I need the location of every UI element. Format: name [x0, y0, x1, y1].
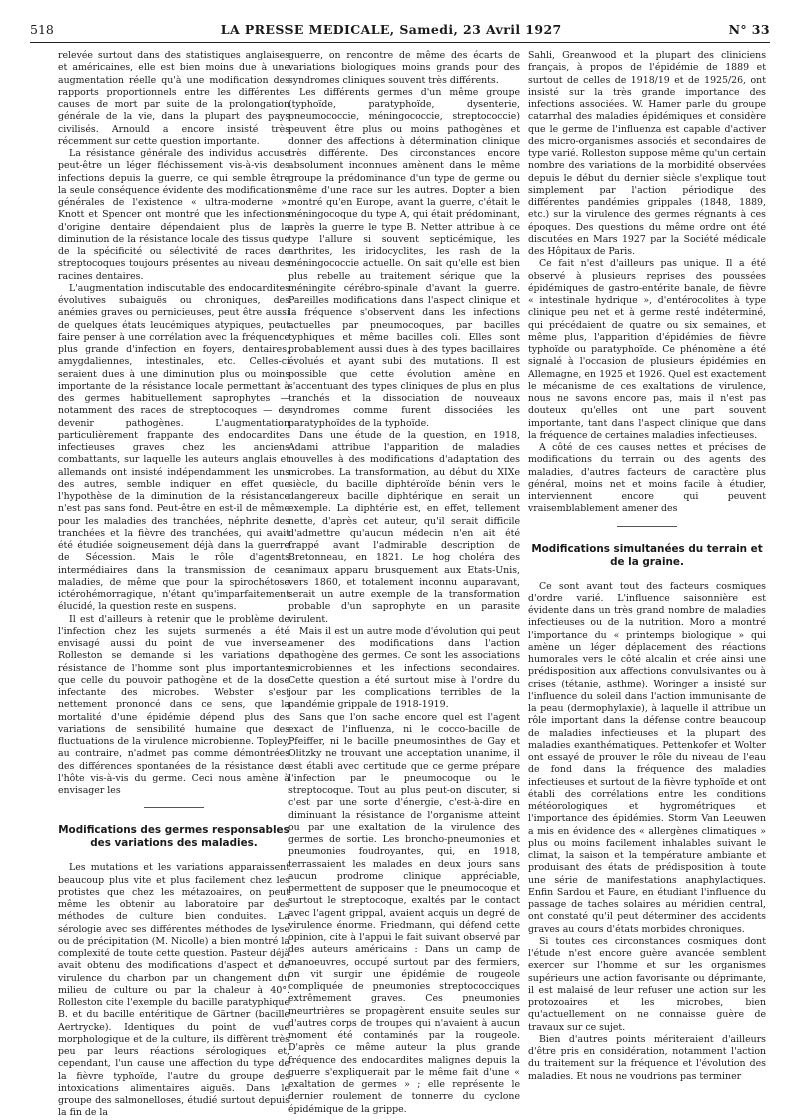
paragraph: Ce fait n'est d'ailleurs pas unique. Il a été observé à plusieurs reprises des poussées épidémiques de gastro-entérite banale, de fièvre « intestinale hydrique », d'entérocolites à type clinique peu net et à germe resté indéterminé, qui précédaient de quatre ou six semaines, et même plus, l'apparition d'épidémies de fièvre typhoïde ou paratyphoïde. Ce phénomène a été signalé à l'occasion de plusieurs épidémies en Allemagne, en 1925 et 1926. Quel est exactement le mécanisme de ces exaltations de virulence, nous ne savons encore pas, mais il n'est pas douteux qu'elles ont une part souvent importante, tant dans l'aspect clinique que dans la fréquence de certaines maladies infectieuses. — [528, 258, 766, 441]
paragraph: Mais il est un autre mode d'évolution qui peut amener des modifications dans l'action pathogène des germes. Ce sont les associations microbiennes et les infections secondaires. Cette question a été surtout mise à l'ordre du jour par les complications terribles de la pandémie grippale de 1918-1919. — [288, 625, 520, 711]
header-rule — [30, 42, 770, 43]
column-3 — [528, 50, 766, 1080]
paragraph: Si toutes ces circonstances cosmiques dont l'étude n'est encore guère avancée semblent exercer sur l'homme et sur les organismes supérieurs une action favorisante ou déprimante, il est malaisé de leur refuser une action sur les protozoaires et les microbes, bien qu'actuellement on ne connaisse guère de travaux sur ce sujet. — [528, 935, 766, 1033]
paragraph: Sans que l'on sache encore quel est l'agent exact de l'influenza, ni le cocco-bacille de Pfeiffer, ni le bacille pneumosinthes de Gay et Olitzky ne trouvant une acceptation unanime, il est établi avec certitude que ce germe prépare l'infection par le pneumocoque ou le streptocoque. Tout au plus peut-on discuter, si c'est par une sorte d'énergie, c'est-à-dire en diminuant la résistance de l'organisme atteint ou par une exaltation de la virulence des germes de sortie. Les broncho-pneumonies et pneumonies foudroyantes, qui, en 1918, terrassaient les malades en deux jours sans aucun prodrome clinique appréciable, permettent de supposer que le pneumocoque et surtout le streptocoque, exaltés par le contact avec l'agent grippal, avaient acquis un degré de virulence énorme. Friedmann, qui défend cette opinion, cite à l'appui le fait suivant observé par des auteurs américains : Dans un camp de manoeuvres, occupé surtout par des fermiers, on vit surgir une épidémie de rougeole compliquée de pneumonies streptococciques extrêmement graves. Ces pneumonies meurtrières se propagèrent ensuite seules sur d'autres corps de troupes qui n'avaient à aucun moment été contaminés par la rougeole. D'après ce même auteur la plus grande fréquence des endocardites malignes depuis la guerre s'expliquerait par le même fait d'une « exaltation de germes » ; elle représente le dernier roulement de tonnerre du cyclone épidémique de la grippe. — [288, 711, 520, 1115]
page-number: 518 — [30, 22, 54, 37]
section-divider — [617, 526, 677, 527]
column-2 — [288, 50, 520, 1115]
issue-number: N° 33 — [728, 22, 770, 37]
column-1 — [58, 50, 290, 1119]
section-heading: Modifications simultanées du terrain et de la graine. — [531, 542, 763, 568]
paragraph: guerre, on rencontre de même des écarts de variations biologiques moins grands pour des syndromes cliniques souvent très différents. — [288, 50, 520, 86]
paragraph: Bien d'autres points mériteraient d'ailleurs d'être pris en considération, notamment l'action du traitement sur la fréquence et l'évolution des maladies. Et nous ne voudrions pas terminer — [528, 1033, 766, 1082]
paragraph: Dans une étude de la question, en 1918, Adami attribue l'apparition de maladies nouvelles à des modifications d'adaptation des microbes. La transformation, au début du XIXe siècle, du bacille diphtéroïde bénin vers le dangereux bacille diphtérique en serait un exemple. La diphtérie est, en effet, tellement nette, d'après cet auteur, qu'il serait difficile d'admettre qu'aucun médecin n'en ait été frappé avant l'admirable description de Bretonneau, en 1821. Le hog choléra des animaux apparu brusquement aux Etats-Unis, vers 1860, et totalement inconnu auparavant, serait un autre exemple de la transformation probable d'un saprophyte en un parasite virulent. — [288, 429, 520, 625]
paragraph: Les différents germes d'un même groupe (typhoïde, paratyphoïde, dysenterie, pneumococcie, méningococcie, streptococcie) peuvent être plus ou moins pathogènes et donner des affections à détermination clinique très différente. Des circonstances encore absolument inconnues amènent dans le même groupe la prédominance d'un type de germe ou même d'une race sur les autres. Dopter a bien montré qu'en Europe, avant la guerre, c'était le méningocoque du type A, qui était prédominant, après la guerre le type B. Netter attribue à ce type l'allure si souvent septicémique, les arthrites, les iridocyclites, les rash de la méningococcie actuelle. On sait qu'elle est bien plus rebelle au traitement sérique que la méningite cérébro-spinale d'avant la guerre. Pareilles modifications dans l'aspect clinique et la fréquence s'observent dans les infections actuelles par pneumocoques, par bacilles typhiques et même bacilles coli. Elles sont probablement aussi dues à des types bacillaires évolués et ayant subi des mutations. Il est possible que cette évolution amène en s'accentuant des types cliniques de plus en plus tranchés et la dissociation de nouveaux syndromes comme furent dissociées les paratyphoïdes de la typhoïde. — [288, 86, 520, 429]
paragraph: Il est d'ailleurs à retenir que le problème de l'infection chez les sujets surmenés a été envisagé aussi du point de vue inverse. Rolleston se demande si les variations de résistance de l'homme sont plus importantes que celle du pouvoir pathogène et de la dose infectante des microbes. Webster s'est nettement prononcé dans ce sens, que la mortalité d'une épidémie dépend plus des variations de sensibilité humaine que des fluctuations de la virulence microbienne. Topley, au contraire, n'admet pas comme démontrées des différences spontanées de la résistance de l'hôte vis-à-vis du germe. Ceci nous amène à envisager les — [58, 613, 290, 796]
paragraph: Ce sont avant tout des facteurs cosmiques d'ordre varié. L'influence saisonnière est évidente dans un très grand nombre de maladies infectieuses ou de la nutrition. Moro a montré l'importance du « printemps biologique » qui amène un léger déplacement des réactions humorales vers le côté alcalin et crée ainsi une prédisposition aux affections convulsivantes ou à crises (tétanie, asthme). Woringer a insisté sur l'influence du soleil dans l'action immunisante de la peau (dermophylaxie), à laquelle il attribue un rôle important dans la défense contre beaucoup de maladies infectieuses et la plupart des maladies exanthématiques. Pettenkofer et Wolter ont essayé de prouver le rôle du niveau de l'eau de fond dans la fréquence des maladies infectieuses et surtout de la fièvre typhoïde et ont établi des corrélations entre les conditions météorologiques et hygrométriques et l'importance des épidémies. Storm Van Leeuwen a mis en évidence des « allergènes climatiques » plus ou moins facilement inhalables suivant le climat, la saison et la température ambiante et produisant des états de prédisposition à toute une série de manifestations anaphylactiques. Enfin Sardou et Faure, en étudiant l'influence du passage de taches solaires au méridien central, ont constaté qu'il peut déterminer des accidents graves au cours d'états morbides chroniques. — [528, 580, 766, 935]
paragraph: Sahli, Greanwood et la plupart des cliniciens français, à propos de l'épidémie de 1889 et surtout de celles de 1918/19 et de 1925/26, ont insisté sur la très grande importance des infections associées. W. Hamer parle du groupe catarrhal des maladies épidémiques et considère que le germe de l'influenza est capable d'activer des micro-organismes associés et secondaires de type varié. Rolleston suppose même qu'un certain nombre des variations de la morbidité observées depuis le début du dernier siècle s'explique tout simplement par l'action périodique des différentes pandémies grippales (1848, 1889, etc.) sur la virulence des germes régnants à ces époques. Des questions du même ordre ont été discutées en Mars 1927 par la Société médicale des Hôpitaux de Paris. — [528, 50, 766, 257]
paragraph: La résistance générale des individus accuse peut-être un léger fléchissement vis-à-vis des infections depuis la guerre, ce qui semble être la seule conséquence évidente des modifications générales de l'existence « ultra-moderne ». Knott et Spencer ont montré que les infections d'origine dentaire dépendaient plus de la diminution de la résistance locale des tissus que de la spécificité ou sélectivité de races de streptocoques toujours présentes au niveau des racines dentaires. — [58, 148, 290, 282]
journal-title: LA PRESSE MEDICALE, Samedi, 23 Avril 1927 — [220, 22, 562, 37]
section-heading: Modifications des germes responsables des variations des maladies. — [58, 824, 290, 850]
paragraph: A côté de ces causes nettes et précises de modifications du terrain ou des agents des maladies, d'autres facteurs de caractère plus général, moins net et moins facile à étudier, interviennent encore qui peuvent vraisemblablement amener des — [528, 442, 766, 515]
section-divider — [144, 807, 204, 808]
page-header — [30, 22, 770, 40]
paragraph: L'augmentation indiscutable des endocardites évolutives subaiguës ou chroniques, des anémies graves ou pernicieuses, peut être aussi de quelques états leucémiques atypiques, peut faire penser à une corrélation avec la fréquence plus grande d'infection en foyers, dentaires, amygdaliennes, intestinales, etc. Celles-ci seraient dues à une diminution plus ou moins importante de la résistance locale permettant à des germes habituellement saprophytes — notamment des races de streptocoques — de devenir pathogènes. L'augmentation particulièrement frappante des endocardites infectieuses graves chez les anciens combattants, sur laquelle les auteurs anglais et allemands ont insisté indépendamment les uns des autres, semble indiquer en effet que l'hypothèse de la diminution de la résistance n'est pas sans fond. Peut-être en est-il de même pour les maladies des tranchées, néphrite des tranchées et la fièvre des tranchées, qui avait été étudiée soigneusement déjà dans la guerre de Sécession. Mais le rôle d'agents intermédiaires dans la transmission de ces maladies, de même que pour la spirochétose ictérohémorragique, n'étant qu'imparfaitement élucidé, la question reste en suspens. — [58, 282, 290, 613]
paragraph: relevée surtout dans des statistiques anglaises et américaines, elle est bien moins due à une augmentation réelle qu'à une modification des rapports proportionnels entre les différentes causes de mort par suite de la prolongation générale de la vie, dans la plupart des pays civilisés. Arnould a encore insisté très récemment sur cette question importante. — [58, 50, 290, 147]
paragraph: Les mutations et les variations apparaissent beaucoup plus vite et plus facilement chez les protistes que chez les métazoaires, on peut même les obtenir au laboratoire par des méthodes de culture bien conduites. La sérologie avec ses différentes méthodes de lyse ou de précipitation (M. Nicolle) a bien montré la complexité de toute cette question. Pasteur déjà avait obtenu des modifications d'aspect et de virulence du charbon par un changement du milieu de culture ou par la chaleur à 40°. Rolleston cite l'exemple du bacille paratyphique B. et du bacille entéritique de Gärtner (bacille Aertrycke). Identiques du point de vue morphologique et de la culture, ils diffèrent très peu par leurs réactions sérologiques et, cependant, l'un cause une affection du type de la fièvre typhoïde, l'autre du groupe des intoxications alimentaires aiguës. Dans le groupe des salmonelloses, étudié surtout depuis la fin de la — [58, 862, 290, 1119]
